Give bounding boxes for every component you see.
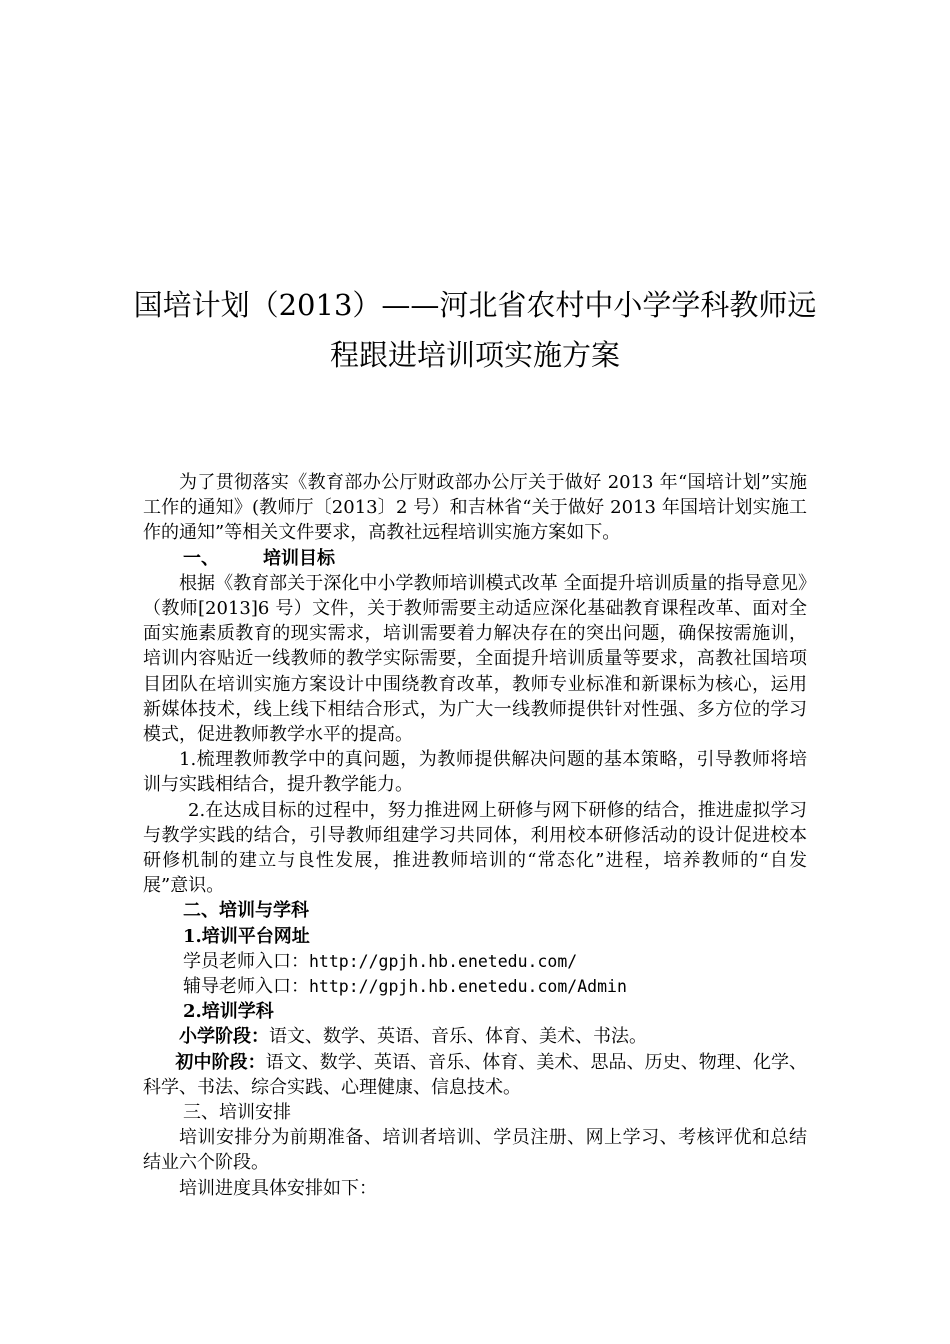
primary-stage-label: 小学阶段： [179, 1026, 269, 1048]
title-line-1: 国培计划（2013）——河北省农村中小学学科教师远 [133, 288, 817, 322]
document-title [100, 280, 850, 380]
section-3-paragraph-2: 培训进度具体安排如下： [179, 1177, 377, 1199]
section-3-title: 三、培训安排 [183, 1102, 291, 1124]
title-line-2: 程跟进培训项实施方案 [329, 338, 620, 372]
section-1-heading [143, 546, 807, 571]
tutor-entry-line [143, 974, 807, 999]
junior-stage-subjects: 语文、数学、英语、音乐、体育、美术、思品、历史、物理、化学、科学、书法、综合实践、心理健康、信息技术。 [143, 1051, 808, 1098]
section-1-title: 培训目标 [263, 547, 335, 569]
student-entry-label: 学员老师入口： [183, 950, 309, 972]
document-body [143, 470, 807, 1201]
subjects-heading: 2.培训学科 [183, 1001, 274, 1023]
goal-item-2: 2.在达成目标的过程中，努力推进网上研修与网下研修的结合，推进虚拟学习与教学实践的结合，引导教师组建学习共同体，利用校本研修活动的设计促进校本研修机制的建立与良性发展，推进教师培训的“常态化”进程，培养教师的“自发展”意识。 [143, 799, 807, 897]
tutor-entry-url[interactable]: http://gpjh.hb.enetedu.com/Admin [309, 977, 627, 997]
tutor-entry-label: 辅导老师入口： [183, 976, 309, 998]
junior-stage-paragraph [143, 1050, 807, 1100]
student-entry-url[interactable]: http://gpjh.hb.enetedu.com/ [309, 951, 578, 971]
goal-item-1: 1.梳理教师教学中的真问题，为教师提供解决问题的基本策略，引导教师将培训与实践相结合，提升教学能力。 [143, 749, 807, 796]
section-1-number: 一、 [183, 547, 219, 569]
intro-paragraph: 为了贯彻落实《教育部办公厅财政部办公厅关于做好 2013 年“国培计划”实施工作的通知》(教师厅〔2013〕2 号）和吉林省“关于做好 2013 年国培计划实施工作的通知”等相关文件要求，高教社远程培训实施方案如下。 [143, 472, 807, 544]
section-3-paragraph-1: 培训安排分为前期准备、培训者培训、学员注册、网上学习、考核评优和总结结业六个阶段。 [143, 1127, 807, 1174]
section-3-heading [143, 1100, 807, 1125]
student-entry-line [143, 949, 807, 974]
section-2-heading: 二、培训与学科 [183, 900, 309, 922]
primary-stage-line [143, 1024, 807, 1049]
primary-stage-subjects: 语文、数学、英语、音乐、体育、美术、书法。 [269, 1026, 647, 1048]
platform-url-heading: 1.培训平台网址 [183, 925, 310, 947]
junior-stage-label: 初中阶段： [175, 1051, 266, 1073]
section-1-paragraph: 根据《教育部关于深化中小学教师培训模式改革 全面提升培训质量的指导意见》（教师[2013]6 号）文件，关于教师需要主动适应深化基础教育课程改革、面对全面实施素质教育的现实需求，培训需要着力解决存在的突出问题，确保按需施训，培训内容贴近一线教师的教学实际需要，全面提升培训质量等要求，高教社国培项目团队在培训实施方案设计中围绕教育改革，教师专业标准和新课标为核心，运用新媒体技术，线上线下相结合形式，为广大一线教师提供针对性强、多方位的学习模式，促进教师教学水平的提高。 [143, 572, 807, 746]
